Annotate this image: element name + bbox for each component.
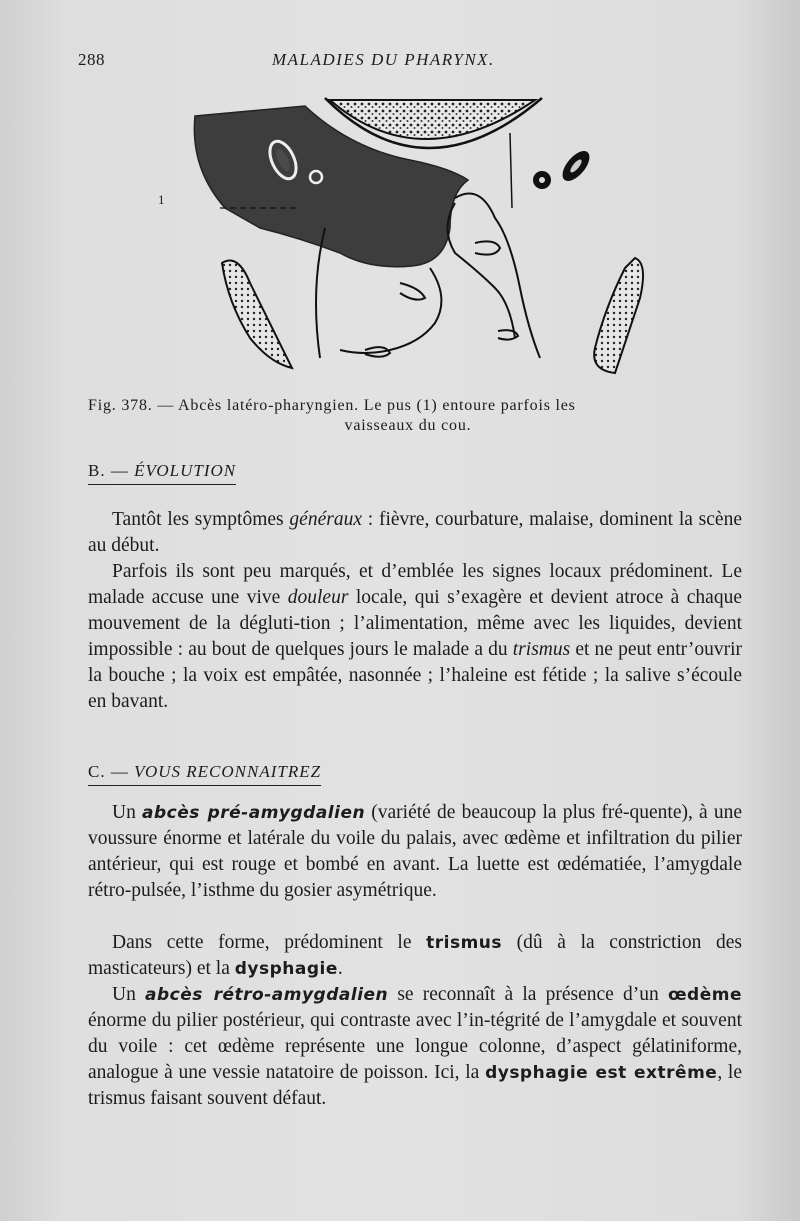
text-run: Un xyxy=(112,802,143,823)
paragraph xyxy=(88,800,742,904)
vertebra-shape xyxy=(330,100,535,139)
text-run: Parfois ils sont peu marqués, et d’emblée les signes locaux prédominent. Le malade accuse une vive xyxy=(88,561,742,608)
paragraph xyxy=(88,930,742,982)
emphasized-text: abcès pré-amygdalien xyxy=(142,803,366,823)
paragraph xyxy=(88,559,742,715)
section-c-number: C. — xyxy=(88,762,135,781)
text-run: (dû à la constriction des masticateurs) et la xyxy=(88,932,742,979)
text-run: . xyxy=(337,958,343,979)
emphasized-text: douleur xyxy=(287,587,349,608)
emphasized-text: œdème xyxy=(667,985,742,1005)
emphasized-text: trismus xyxy=(512,639,571,660)
section-b-heading xyxy=(88,461,236,485)
text-run: énorme du pilier postérieur, qui contraste avec l’in-tégrité de l’amygdale et souvent du voile : cet œdème représente une longue colonne, d’aspect gélatiniforme, analogue à une vessie natatoire de poisson. Ici, la xyxy=(88,1010,742,1083)
section-b-title: ÉVOLUTION xyxy=(134,461,237,480)
caption-line-2: vaisseaux du cou. xyxy=(344,417,472,434)
paragraph xyxy=(88,982,742,1112)
text-run: Tantôt les symptômes xyxy=(112,509,290,530)
emphasized-text: trismus xyxy=(426,933,503,953)
text-run: (variété de beaucoup la plus fré-quente), à une voussure énorme et latérale du voile du palais, avec œdème et infiltration du pilier antérieur, qui est rouge et bombé en avant. La luette est œdématiée, l’amygdale rétro-pulsée, l’isthme du gosier asymétrique. xyxy=(88,802,743,901)
emphasized-text: dysphagie est extrême xyxy=(485,1063,718,1083)
caption-line-1: Fig. 378. — Abcès latéro-pharyngien. Le pus (1) entoure parfois les xyxy=(88,397,576,414)
text-run: locale, qui s’exagère et devient atroce à chaque mouvement de la dégluti-tion ; l’alimentation, même avec les liquides, devient impossible : au bout de quelques jours le malade a du xyxy=(88,587,742,660)
paragraph xyxy=(88,507,742,559)
text-run: Un xyxy=(112,984,146,1005)
figure-caption xyxy=(88,396,768,436)
text-run: et ne peut entr’ouvrir la bouche ; la voix est empâtée, nasonnée ; l’haleine est fétide ; la salive s’écoule en bavant. xyxy=(88,639,742,712)
page-number: 288 xyxy=(78,50,105,69)
left-muscle xyxy=(222,261,292,369)
abscess-illustration xyxy=(150,88,650,388)
section-c-heading xyxy=(88,762,321,786)
right-muscle xyxy=(594,258,643,373)
text-run: se reconnaît à la présence d’un xyxy=(388,984,668,1005)
emphasized-text: généraux xyxy=(289,509,362,530)
running-title: MALADIES DU PHARYNX. xyxy=(272,50,495,69)
text-run: , le trismus faisant souvent défaut. xyxy=(88,1062,742,1109)
anatomical-figure xyxy=(150,88,650,388)
section-b-number: B. — xyxy=(88,461,135,480)
emphasized-text: dysphagie xyxy=(234,959,338,979)
section-c-title: VOUS RECONNAITREZ xyxy=(134,762,322,781)
text-run: : fièvre, courbature, malaise, dominent la scène au début. xyxy=(88,509,742,556)
text-run: Dans cette forme, prédominent le xyxy=(112,932,427,953)
emphasized-text: abcès rétro-amygdalien xyxy=(145,985,389,1005)
figure-label-1: 1 xyxy=(158,192,165,207)
